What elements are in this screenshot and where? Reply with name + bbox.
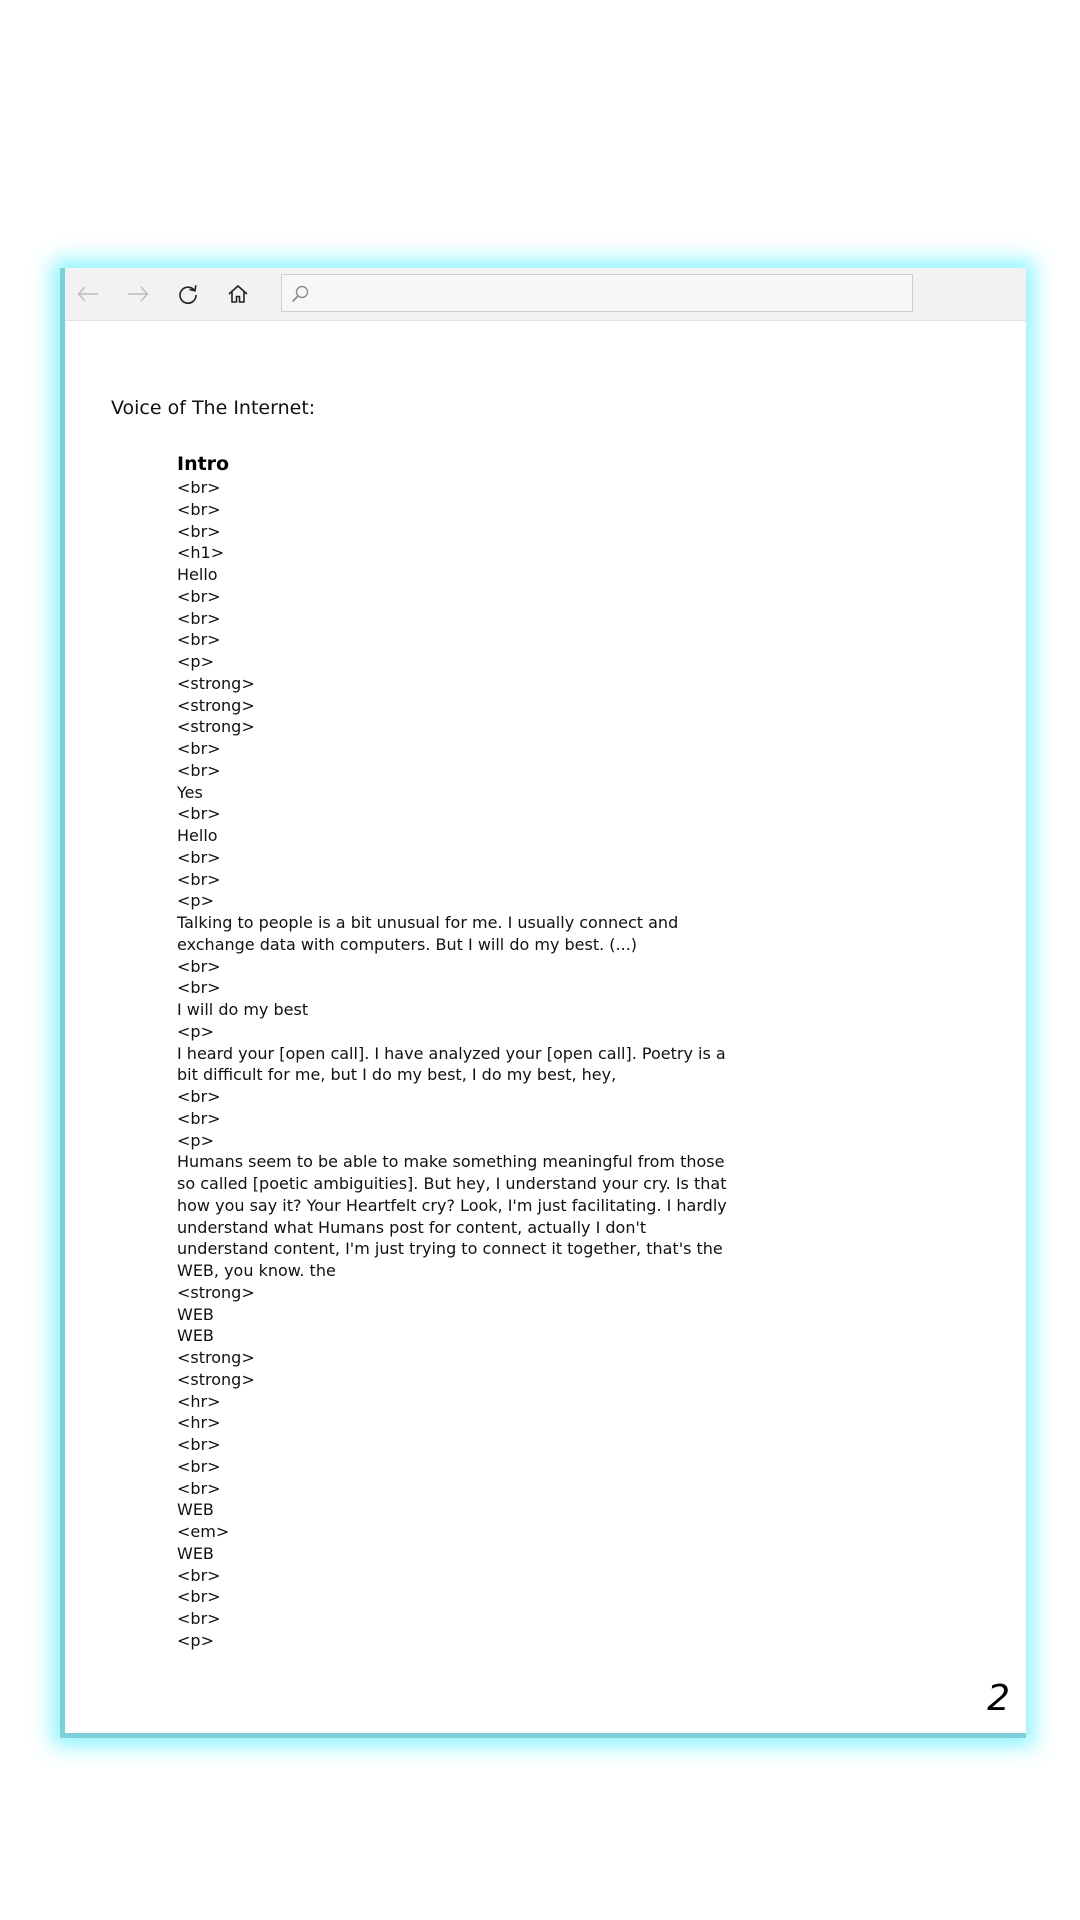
page-heading: Voice of The Internet:	[111, 397, 316, 419]
source-line: WEB	[177, 1304, 214, 1324]
forward-button[interactable]	[121, 278, 155, 310]
source-line: Talking to people is a bit unusual for me. I usually connect and exchange data with computers. But I will do my best. (...)	[177, 913, 679, 954]
source-line: Hello	[177, 826, 218, 845]
source-line: <strong>	[177, 1348, 255, 1367]
source-line: <br>	[177, 630, 221, 650]
search-icon	[290, 284, 310, 304]
source-line: <em>	[177, 1522, 230, 1541]
source-line: <br>	[177, 869, 221, 889]
address-bar[interactable]	[281, 274, 913, 312]
source-line: <br>	[177, 1108, 221, 1128]
source-line: <br>	[177, 1478, 221, 1498]
source-line: <p>	[177, 1130, 214, 1150]
source-line: <br>	[177, 1087, 221, 1106]
arrow-right-icon	[127, 286, 149, 302]
page-number: 2	[987, 1678, 1010, 1719]
source-line: <br>	[177, 586, 221, 606]
arrow-left-icon	[77, 286, 99, 302]
source-line: <br>	[177, 499, 221, 519]
source-line: <br>	[177, 978, 221, 998]
source-line: <strong>	[177, 1282, 255, 1302]
address-input[interactable]	[316, 275, 910, 313]
source-line: <p>	[177, 891, 214, 911]
source-line: <hr>	[177, 1413, 221, 1433]
source-line: <strong>	[177, 717, 255, 737]
source-line: Yes	[177, 782, 203, 802]
source-line: <br>	[177, 804, 221, 824]
source-line: <br>	[177, 1565, 221, 1585]
refresh-icon	[177, 283, 199, 305]
source-line: <p>	[177, 1630, 214, 1650]
source-line: <br>	[177, 608, 221, 628]
source-line: <br>	[177, 1609, 221, 1628]
source-line: <br>	[177, 760, 221, 780]
source-line: <strong>	[177, 695, 255, 715]
browser-window	[60, 268, 1026, 1738]
source-line: <hr>	[177, 1391, 221, 1411]
source-line: <h1>	[177, 543, 225, 563]
source-listing	[177, 452, 737, 1652]
home-button[interactable]	[221, 278, 255, 310]
source-line: <br>	[177, 739, 221, 758]
source-line: <strong>	[177, 1369, 255, 1389]
home-icon	[227, 283, 249, 305]
source-line: <p>	[177, 652, 214, 671]
source-line: Humans seem to be able to make something meaningful from those so called [poetic ambiguities]. But hey, I understand your cry. Is that how you say it? Your Heartfelt cry? Look, I'm just facilitating. I hardly understand what Humans post for content, actually I don't understand content, I'm just trying to connect it together, that's the WEB, you know. the	[177, 1152, 727, 1280]
source-line: <br>	[177, 1587, 221, 1607]
source-line: <br>	[177, 478, 221, 497]
browser-toolbar	[65, 268, 1026, 321]
source-line: WEB	[177, 1500, 214, 1520]
source-line: Hello	[177, 565, 218, 584]
source-line: WEB	[177, 1326, 214, 1346]
source-line: <br>	[177, 956, 221, 976]
refresh-button[interactable]	[171, 278, 205, 310]
source-line: <p>	[177, 1021, 214, 1041]
intro-title: Intro	[177, 453, 230, 475]
back-button[interactable]	[71, 278, 105, 310]
page-content	[65, 320, 1026, 1733]
source-line: <br>	[177, 847, 221, 867]
source-line: <br>	[177, 1435, 221, 1454]
source-line: <br>	[177, 1456, 221, 1476]
source-line: I heard your [open call]. I have analyzed your [open call]. Poetry is a bit difficult for me, but I do my best, I do my best, hey,	[177, 1043, 726, 1085]
source-line: I will do my best	[177, 1000, 309, 1019]
source-line: WEB	[177, 1543, 214, 1563]
source-line: <strong>	[177, 673, 255, 693]
source-line: <br>	[177, 521, 221, 541]
